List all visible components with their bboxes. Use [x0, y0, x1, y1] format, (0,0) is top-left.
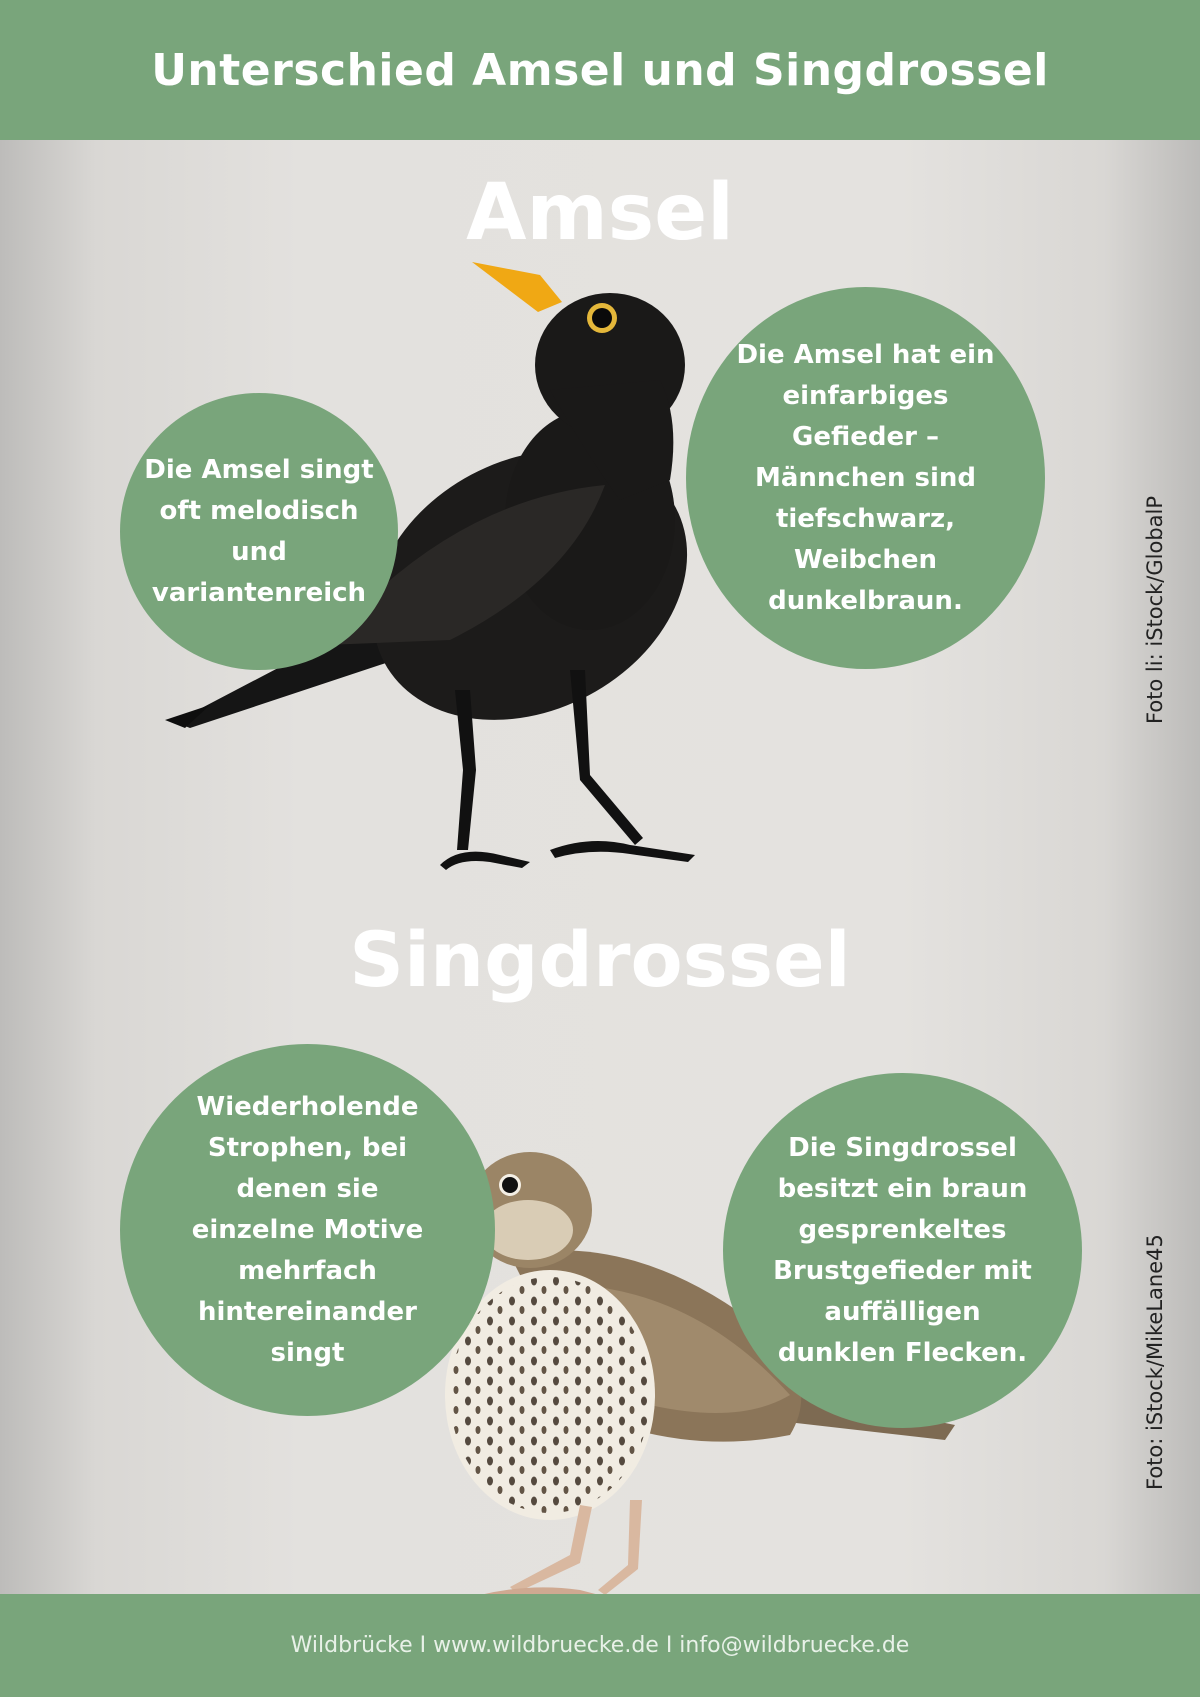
singdrossel-song-text: Wiederholende Strophen, bei denen sie einzelne Motive mehrfach hintereinander singt: [191, 1091, 424, 1368]
photo-credit-singdrossel: Foto: iStock/MikeLane45: [1143, 1234, 1167, 1490]
amsel-plumage-text: Die Amsel hat ein einfarbiges Gefieder – Männchen sind tiefschwarz, Weibchen dunkelbraun.: [736, 339, 995, 616]
amsel-title: Amsel: [466, 168, 734, 258]
page-title: Unterschied Amsel und Singdrossel: [151, 44, 1049, 96]
amsel-plumage-bubble: [686, 287, 1045, 669]
singdrossel-plumage-text: Die Singdrossel besitzt ein braun gesprenkeltes Brustgefieder mit auffälligen dunklen Flecken.: [773, 1132, 1032, 1368]
amsel-song-text: Die Amsel singt oft melodisch und variantenreich: [144, 454, 374, 608]
footer-contact: Wildbrücke I www.wildbruecke.de I info@wildbruecke.de: [290, 1633, 910, 1658]
photo-credit-amsel: Foto li: iStock/GlobalP: [1143, 495, 1167, 724]
singdrossel-song-bubble: [120, 1044, 495, 1416]
amsel-song-bubble: [120, 393, 398, 670]
page-footer: [0, 1594, 1200, 1697]
singdrossel-plumage-bubble: [723, 1073, 1082, 1428]
singdrossel-title: Singdrossel: [349, 915, 851, 1004]
page-header: [0, 0, 1200, 140]
